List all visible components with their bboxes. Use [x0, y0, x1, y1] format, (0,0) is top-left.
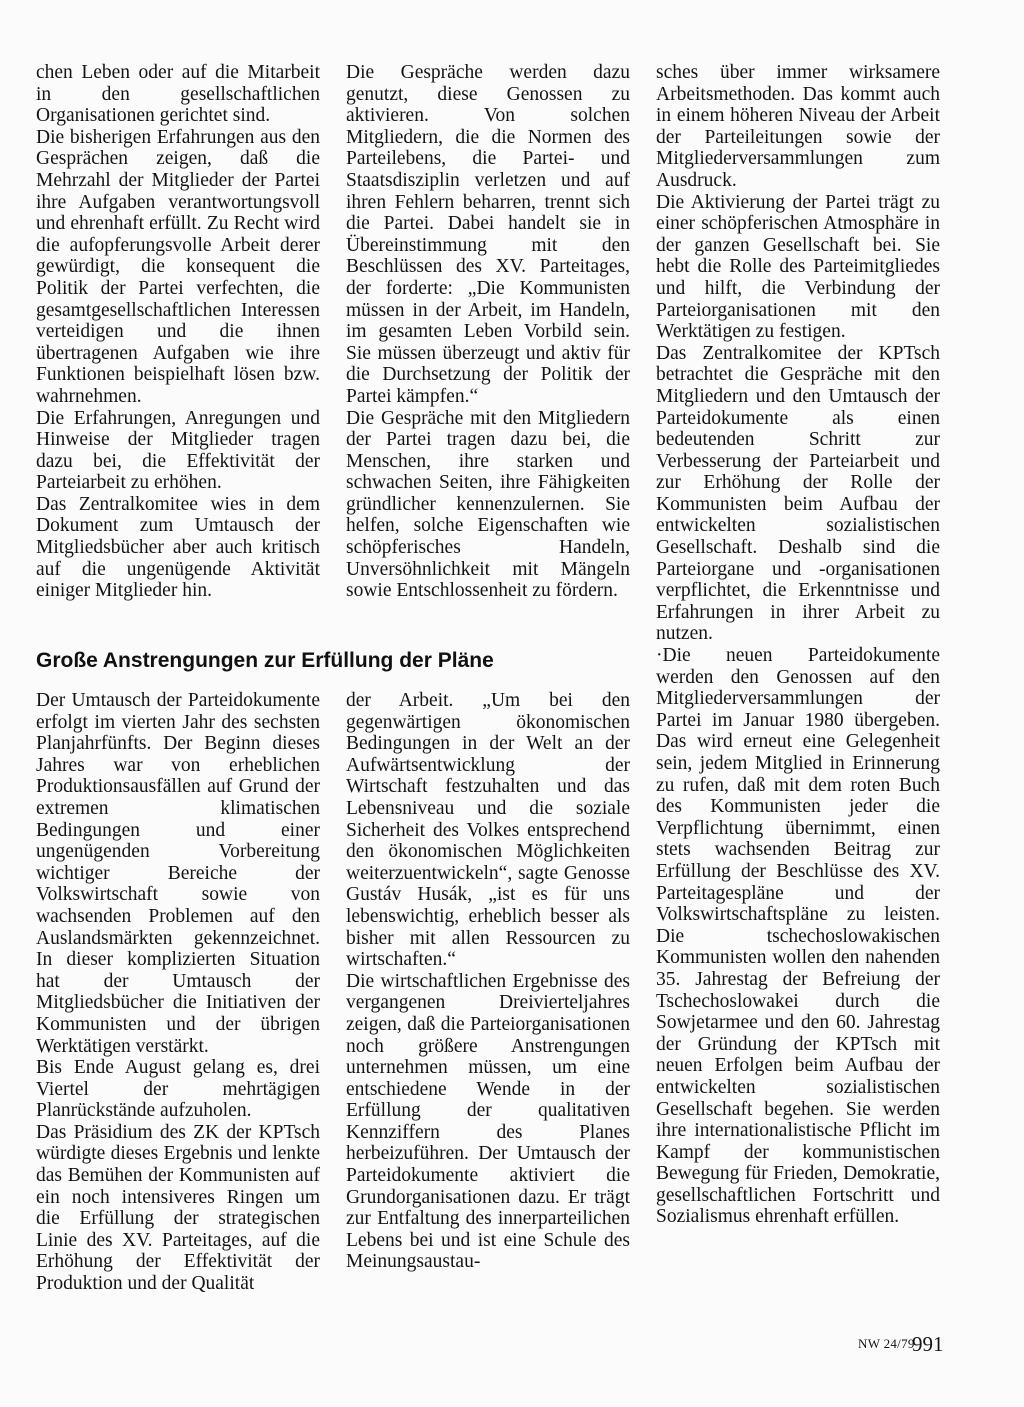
paragraph: Die wirtschaftlichen Ergebnisse des vergangenen Dreivierteljahres zeigen, daß die Parteiorganisationen noch größere Anstrengungen unternehmen müssen, um eine entschiedene Wende in der Erfüllung der qualitativen Kennziffern des Planes herbeizuführen. Der Umtausch der Parteidokumente aktiviert die Grundorganisationen dazu. Er trägt zur Entfaltung des innerparteilichen Lebens bei und ist eine Schule des Meinungsaustau-	[346, 970, 630, 1273]
paragraph: Das Zentralkomitee wies in dem Dokument zum Umtausch der Mitgliedsbücher aber auch kritisch auf die ungenügende Aktivität einiger Mitglieder hin.	[36, 493, 320, 602]
paragraph: der Arbeit. „Um bei den gegenwärtigen ökonomischen Bedingungen in der Welt an der Aufwärtsentwicklung der Wirtschaft festzuhalten und das Lebensniveau und die soziale Sicherheit des Volkes entsprechend den ökonomischen Möglichkeiten weiterzuentwickeln“, sagte Genosse Gustáv Husák, „ist es für uns lebenswichtig, erheblich besser als bisher mit allen Ressourcen zu wirtschaften.“	[346, 690, 630, 971]
paragraph: Bis Ende August gelang es, drei Viertel der mehrtägigen Planrückstände aufzuholen.	[36, 1057, 320, 1122]
paragraph: sches über immer wirksamere Arbeitsmethoden. Das kommt auch in einem höheren Niveau der Arbeit der Parteileitungen sowie der Mitgliederversammlungen zum Ausdruck.	[656, 62, 940, 191]
top-column-2	[346, 62, 630, 602]
paragraph: Die Gespräche mit den Mitgliedern der Partei tragen dazu bei, die Menschen, ihre starken und schwachen Seiten, ihre Fähigkeiten gründlicher kennenzulernen. Sie helfen, solche Eigenschaften wie schöpferisches Handeln, Unversöhnlichkeit mit Mängeln sowie Entschlossenheit zu fördern.	[346, 407, 630, 602]
paragraph: Die bisherigen Erfahrungen aus den Gesprächen zeigen, daß die Mehrzahl der Mitglieder der Partei ihre Aufgaben verantwortungsvoll und ehrenhaft erfüllt. Zu Recht wird die aufopferungsvolle Arbeit derer gewürdigt, die konsequent die Politik der Partei verfechten, die gesamtgesellschaftlichen Interessen verteidigen und die ihnen übertragenen Aufgaben wie ihre Funktionen beispielhaft lösen bzw. wahrnehmen.	[36, 126, 320, 407]
section-heading: Große Anstrengungen zur Erfüllung der Pläne	[36, 649, 494, 672]
top-column-1	[36, 62, 320, 602]
bottom-column-2	[346, 690, 630, 1273]
paragraph: chen Leben oder auf die Mitarbeit in den gesellschaftlichen Organisationen gerichtet sind.	[36, 62, 320, 127]
paragraph: Die Gespräche werden dazu genutzt, diese Genossen zu aktivieren. Von solchen Mitgliedern, die die Normen des Parteilebens, die Partei- und Staatsdisziplin verletzen und auf ihren Fehlern beharren, trennt sich die Partei. Dabei handelt sie in Übereinstimmung mit den Beschlüssen des XV. Parteitages, der forderte: „Die Kommunisten müssen in der Arbeit, im Handeln, im gesamten Leben Vorbild sein. Sie müssen überzeugt und aktiv für die Durchsetzung der Politik der Partei kämpfen.“	[346, 62, 630, 407]
paragraph: Das Präsidium des ZK der KPTsch würdigte dieses Ergebnis und lenkte das Bemühen der Kommunisten auf ein noch intensiveres Ringen um die Erfüllung der strategischen Linie des XV. Parteitages, auf die Erhöhung der Effektivität der Produktion und der Qualität	[36, 1121, 320, 1295]
paragraph: Das Zentralkomitee der KPTsch betrachtet die Gespräche mit den Mitgliedern und den Umtausch der Parteidokumente als einen bedeutenden Schritt zur Verbesserung der Parteiarbeit und zur Erhöhung der Rolle der Kommunisten beim Aufbau der entwickelten sozialistischen Gesellschaft. Deshalb sind die Parteiorgane und -organisationen verpflichtet, die Erkenntnisse und Erfahrungen in ihrer Arbeit zu nutzen.	[656, 342, 940, 645]
paragraph: ·Die neuen Parteidokumente werden den Genossen auf den Mitgliederversammlungen der Partei im Januar 1980 übergeben. Das wird erneut eine Gelegenheit sein, jedem Mitglied in Erinnerung zu rufen, daß mit dem roten Buch des Kommunisten jeder die Verpflichtung übernimmt, einen stets wachsenden Beitrag zur Erfüllung der Beschlüsse des XV. Parteitagespläne und der Volkswirtschaftspläne zu leisten. Die tschechoslowakischen Kommunisten wollen den nahenden 35. Jahrestag der Befreiung der Tschechoslowakei durch die Sowjetarmee und den 60. Jahrestag der Gründung der KPTsch mit neuen Erfolgen beim Aufbau der entwickelten sozialistischen Gesellschaft begehen. Sie werden ihre internationalistische Pflicht im Kampf der kommunistischen Bewegung für Frieden, Demokratie, gesellschaftlichen Fortschritt und Sozialismus ehrenhaft erfüllen.	[656, 645, 940, 1228]
page-number: 991	[912, 1332, 944, 1356]
paragraph: Die Aktivierung der Partei trägt zu einer schöpferischen Atmosphäre in der ganzen Gesellschaft bei. Sie hebt die Rolle des Parteimitgliedes und hilft, die Verbindung der Parteiorganisationen mit den Werktätigen zu festigen.	[656, 191, 940, 343]
paragraph: Der Umtausch der Parteidokumente erfolgt im vierten Jahr des sechsten Planjahrfünfts. Der Beginn dieses Jahres war von erheblichen Produktionsausfällen auf Grund der extremen klimatischen Bedingungen und einer ungenügenden Vorbereitung wichtiger Bereiche der Volkswirtschaft sowie von wachsenden Problemen auf den Auslandsmärkten gekennzeichnet. In dieser komplizierten Situation hat der Umtausch der Mitgliedsbücher die Initiativen der Kommunisten und der übrigen Werktätigen verstärkt.	[36, 690, 320, 1057]
bottom-column-1	[36, 690, 320, 1295]
issue-code: NW 24/79	[858, 1336, 915, 1351]
right-column	[656, 62, 940, 1228]
paragraph: Die Erfahrungen, Anregungen und Hinweise der Mitglieder tragen dazu bei, die Effektivität der Parteiarbeit zu erhöhen.	[36, 407, 320, 494]
